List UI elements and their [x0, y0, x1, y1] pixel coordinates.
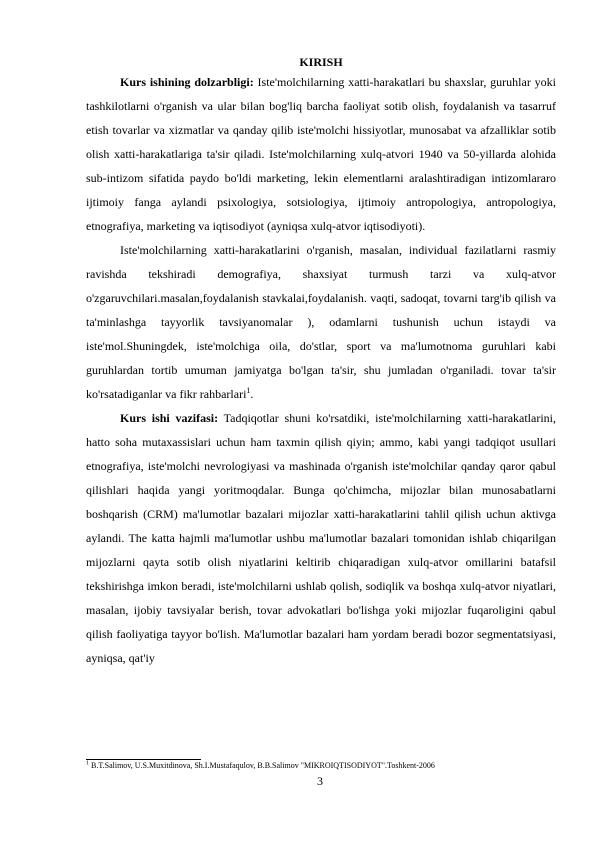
paragraph-consumer-behavior [86, 238, 556, 406]
relevance-heading: Kurs ishining dolzarbligi: [120, 75, 254, 89]
paragraph-end-punctuation: . [250, 387, 254, 401]
footnote-divider [86, 759, 201, 760]
objective-heading: Kurs ishi vazifasi: [120, 411, 219, 425]
page-body [86, 54, 556, 670]
page-title: KIRISH [299, 55, 343, 69]
footnote-number: 1 [86, 760, 89, 767]
consumer-behavior-text: Iste'molchilarning xatti-harakatlarini o'rganish, masalan, individual fazilatlarni rasmiy ravishda tekshiradi demografiya, shaxsiyat turmush tarzi va xulq-atvor o'zgaruvchilari.masalan,foydalanish stavkalai,foydalanish. vaqti, sadoqat, tovarni targ'ib qilish va ta'minlashga tayyorlik tavsiyanomalar ), odamlarni tushunish uchun istaydi va iste'mol.Shuningdek, iste'molchiga oila, do'stlar, sport va ma'lumotnoma guruhlari kabi guruhlardan tortib umuman jamiyatga bo'lgan ta'sir, shu jumladan o'rganiladi. tovar ta'sir ko'rsatadiganlar va fikr rahbarlari [86, 243, 556, 401]
objective-text: Tadqiqotlar shuni ko'rsatdiki, iste'molchilarning xatti-harakatlarini, hatto soha mutaxassislari uchun ham taxmin qilish qiyin; ammo, kabi yangi tadqiqot usullari etnografiya, iste'molchi nevrologiyasi va mashinada o'rganish iste'molchilar qanday qaror qabul qilishlari haqida yangi yoritmoqdalar. Bunga qo'chimcha, mijozlar bilan munosabatlarni boshqarish (CRM) ma'lumotlar bazalari mijozlar xatti-harakatlarini tahlil qilish uchun aktivga aylandi. The katta hajmli ma'lumotlar ushbu ma'lumotlar bazalari tomonidan ishlab chiqarilgan mijozlarni qayta sotib olish niyatlarini keltirib chiqaradigan xulq-atvor omillarini batafsil tekshirishga imkon beradi, iste'molchilarni ushlab qolish, sodiqlik va boshqa xulq-atvor niyatlari, masalan, ijobiy tavsiyalar berish, tovar advokatlari bo'lishga yoki mijozlar fuqaroligini qabul qilish faoliyatiga tayyor bo'lish. Ma'lumotlar bazalari ham yordam beradi bozor segmentatsiyasi, ayniqsa, qat'iy [86, 411, 556, 665]
paragraph-relevance [86, 70, 556, 238]
footnote-reference[interactable]: 1 [246, 386, 251, 395]
footnote [86, 761, 556, 771]
footnote-text: B.T.Salimov, U.S.Muxitdinova, Sh.I.Mustafaqulov, B.B.Salimov "MIKROIQTISODIYOT".Toshkent-2006 [89, 761, 435, 770]
relevance-text: Iste'molchilarning xatti-harakatlari bu shaxslar, guruhlar yoki tashkilotlarni o'rganish va ular bilan bog'liq barcha faoliyat sotib olish, foydalanish va tasarruf etish tovarlar va xizmatlar va qanday qilib iste'molchi hissiyotlar, munosabat va afzalliklar sotib olish xatti-harakatlariga ta'sir qiladi. Iste'molchilarning xulq-atvori 1940 va 50-yillarda alohida sub-intizom sifatida paydo bo'ldi marketing, lekin elementlarni aralashtiradigan intizomlararo ijtimoiy fanga aylandi psixologiya, sotsiologiya, ijtimoiy antropologiya, antropologiya, etnografiya, marketing va iqtisodiyot (ayniqsa xulq-atvor iqtisodiyoti). [86, 75, 557, 233]
page-number: 3 [317, 774, 323, 788]
paragraph-objective [86, 406, 556, 670]
